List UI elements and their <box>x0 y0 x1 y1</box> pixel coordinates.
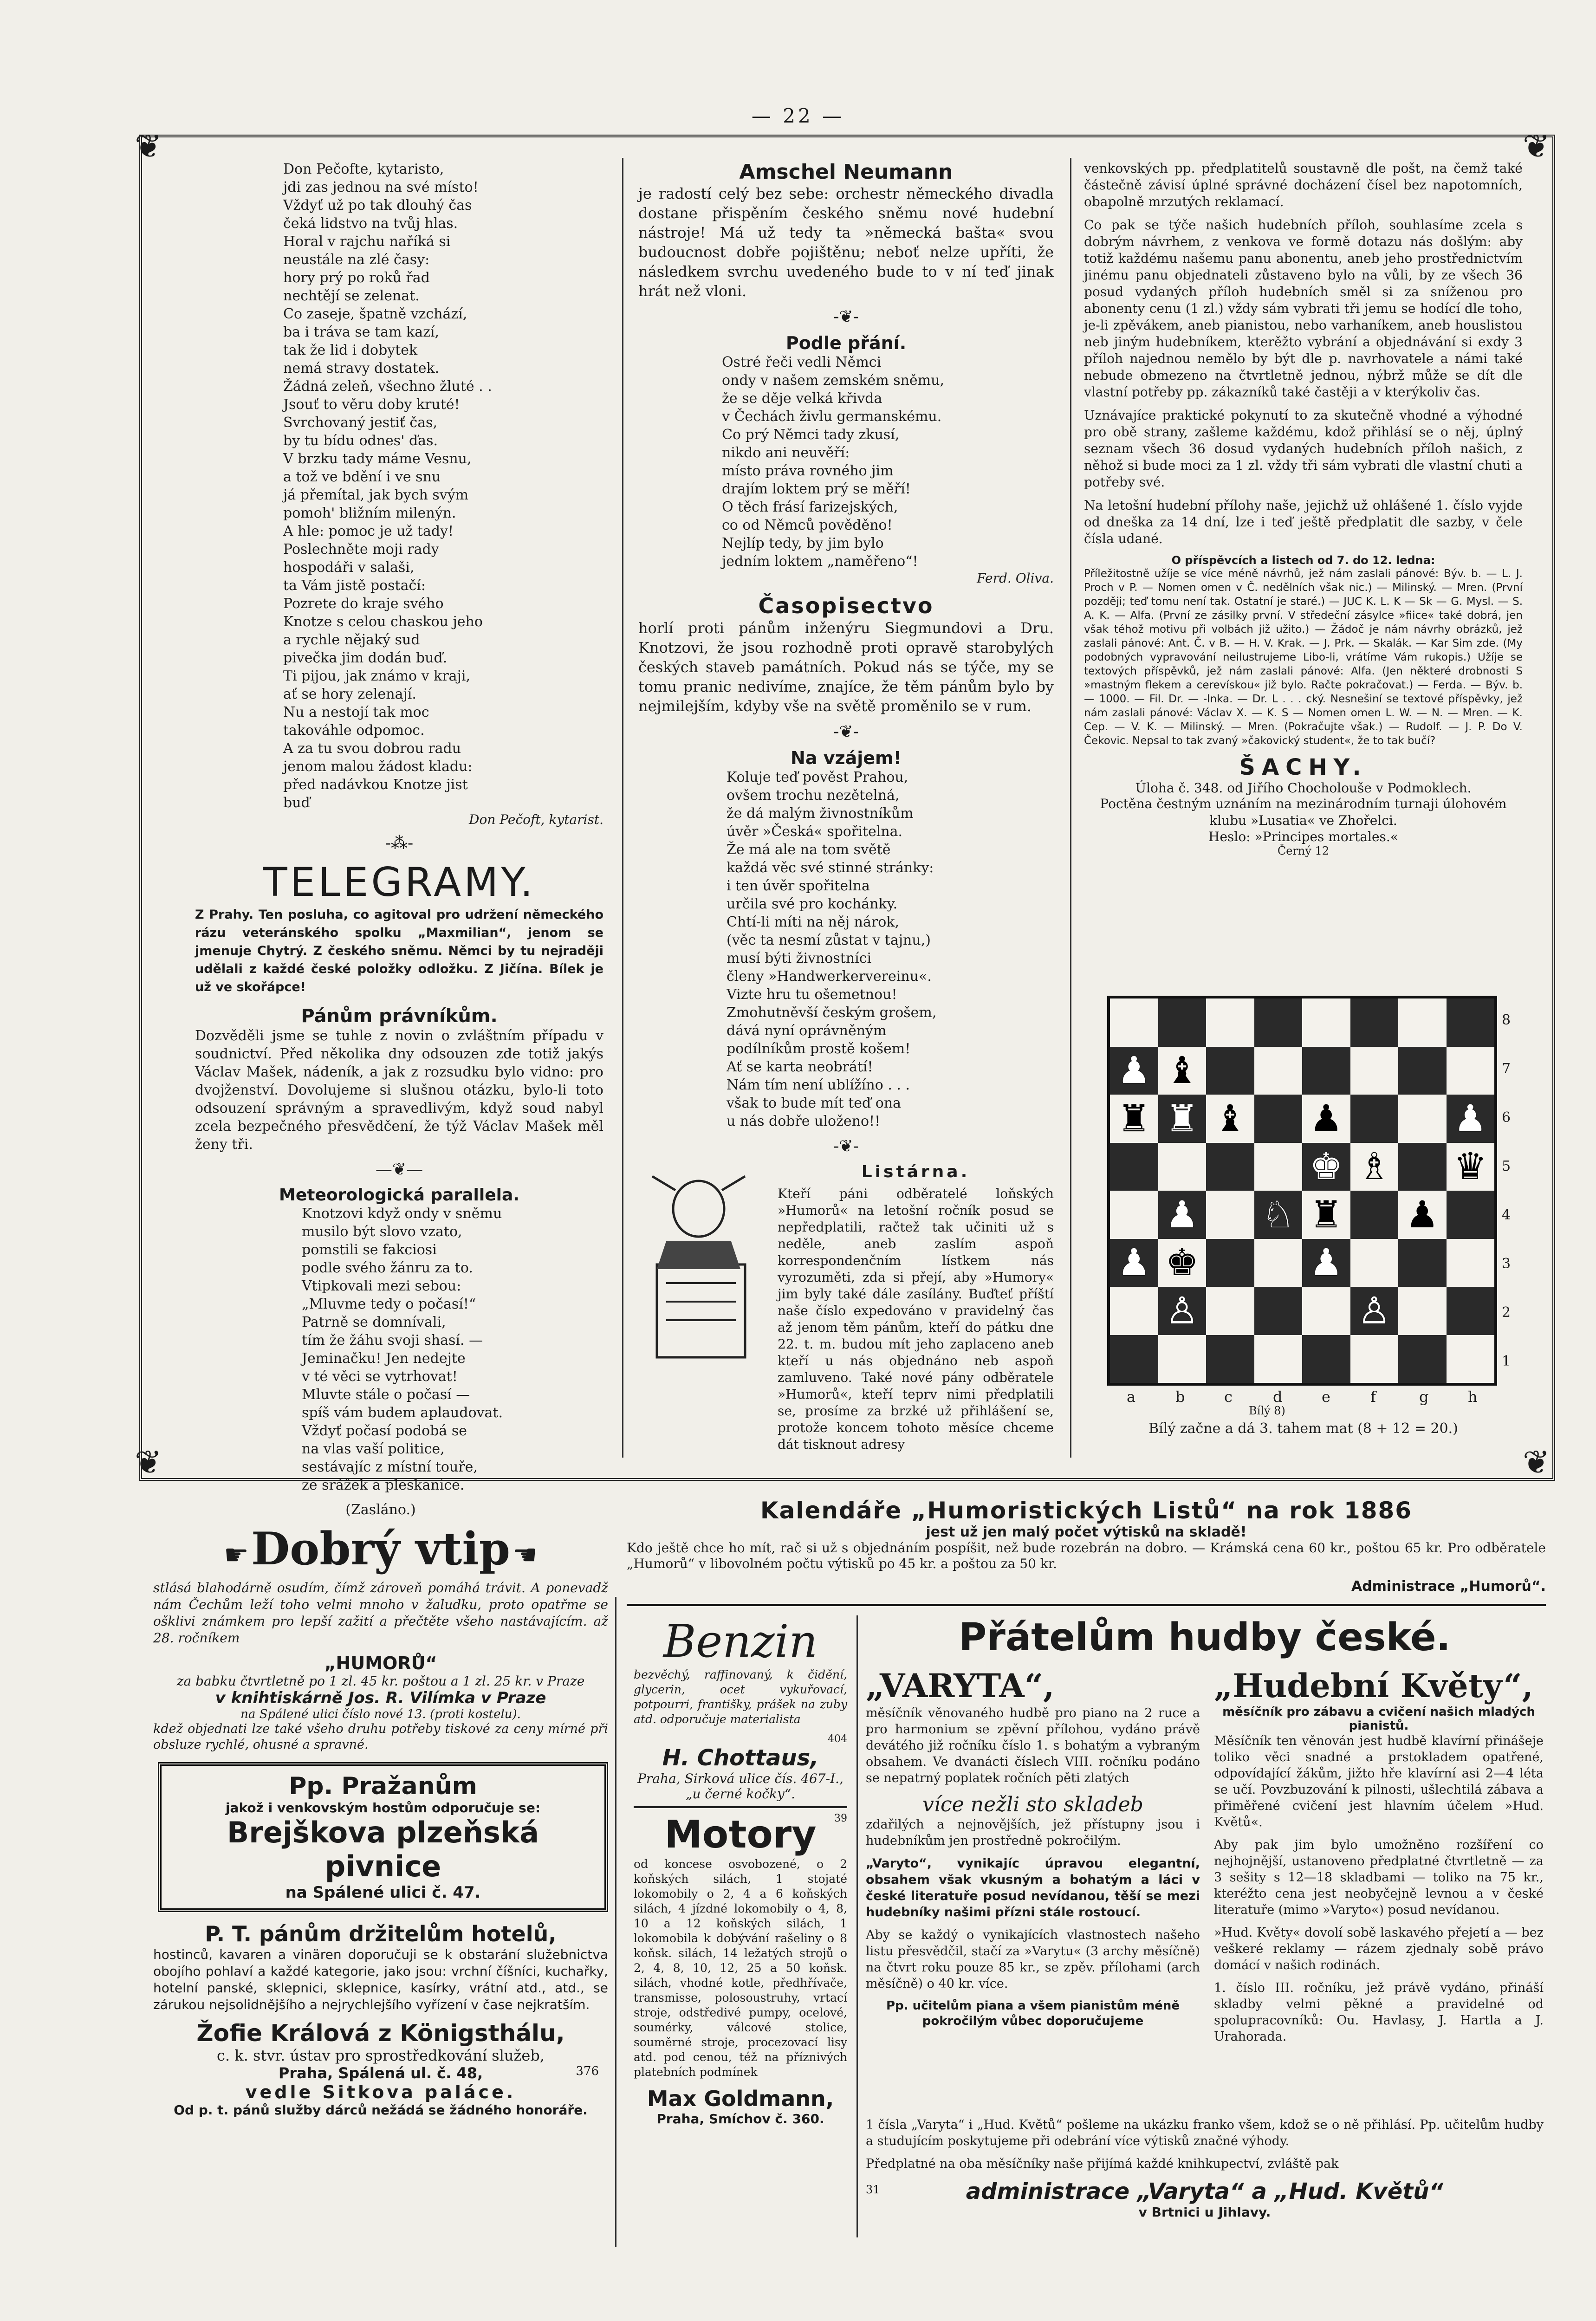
chess-square <box>1110 1335 1158 1383</box>
chess-square <box>1158 1095 1207 1143</box>
corner-ornament-icon: ❦ <box>135 1443 162 1481</box>
hotel-footer: Od p. t. pánů služby dárců nežádá se žádného honoráře. <box>174 2102 588 2118</box>
separator-ornament-icon: -⁂- <box>385 834 414 853</box>
poem-don-pecofte: Don Pečofte, kytaristo, jdi zas jednou na své místo! Vždyť už po tak dlouhý čas čeká lidstvo na tvůj hlas. Horal v rajchu naříká si neustále na zlé časy: hory prý po roků řad nechtějí se zelenat. Co zaseje, špatně vzchází, ba i tráva se tam kazí, tak že lid i dobytek nemá stravy dostatek. Žádná zeleň, všechno žluté . . Jsouť to věru doby kruté! Svrchovaný jestiť čas, by tu bídu odnes' ďas. V brzku tady máme Vesnu, a tož ve bdění i ve snu já přemítal, jak bych svým pomoh' bližním milenýn. A hle: pomoc je už tady! Poslechněte moji rady hospodáři v salaši, ta Vám jistě postačí: Pozrete do kraje svého Knotze s celou chaskou jeho a rychle nějaký sud pivečka jim dodán buď. Ti pijou, jak známo v kraji, ať se hory zelenají. Nu a nestojí tak moc takováhle odpomoc. A za tu svou dobrou radu jenom malou žádost kladu: před nadávkou Knotze jist buď <box>283 161 492 811</box>
pointing-hand-icon: ☛ <box>224 1539 249 1571</box>
chess-file-label: d <box>1273 1388 1283 1406</box>
prani-poem: Ostré řeči vedli Němci ondy v našem zemském sněmu, že se děje velká křivda v Čechách živlu germanskému. Co prý Němci tady zkusí, nikdo ani neuvěří: místo práva rovného jim drajím loktem prý se měří! O těch frásí farizejských, co od Němců pověděno! Nejlíp tedy, by jim bylo jedním loktem „naměřeno“! <box>722 354 944 570</box>
kvety-text-3: »Hud. Květy« dovolí sobě laskavého přejetí a — bez veškeré reklamy — rázem zjednaly sobě právo domácí v našich rodinách. <box>1214 1926 1544 1972</box>
chess-square <box>1350 1095 1399 1143</box>
chess-piece-icon: ♜ <box>1117 1096 1151 1140</box>
listarna-text: Kteří páni odběratelé loňských »Humorů« na letošní ročník posud se nepředplatili, račtež tak učiniti už s neděle, aneb zaslím aspoň korrespondenčním lístkem nás vyrozuměti, zda si přejí, aby »Humory« jim byly také dále zasílány. Buďteť příští naše číslo expedováno v pravidelný čas až jenom těm pánům, kteří do pátku dne 22. t. m. budou mít jeho zaplaceno aneb kteří u nás objednáno neb aspoň zamluveno. Také nové pány odběratele »Humorů«, kteří teprv nimi předplatili se, prosíme za brzké už přihlášení se, protože koncem tohoto měsíce chceme dát tisknout adresy <box>778 1186 1054 1452</box>
chess-square <box>1398 1047 1447 1095</box>
varyta-order: Předplatné na oba měsíčníky naše přijímá každé knihkupectví, zvláště pak <box>866 2157 1339 2171</box>
zaslano-label: (Zasláno.) <box>345 1502 416 1518</box>
chess-piece-icon: ♟ <box>1117 1049 1151 1092</box>
benzin-text: bezvěchý, raffinovaný, k čidění, glycerin, ocet vykuřovací, potpourri, františky, prášek na zuby atd. odporučuje materialista <box>634 1668 847 1726</box>
chess-square <box>1158 1191 1207 1239</box>
chess-square <box>1254 1287 1303 1335</box>
chess-square <box>1206 1335 1254 1383</box>
chess-square <box>1398 998 1447 1047</box>
chess-square <box>1206 1191 1254 1239</box>
hotel-number: 376 <box>576 2064 599 2078</box>
pointing-hand-icon: ☚ <box>513 1539 538 1571</box>
chess-board <box>1107 996 1497 1386</box>
hotel-text: hostinců, kavaren a vinären doporučuji se k obstarání služebnictva obojího pohlaví a každé kategorie, jako jsou: vrchní číšníci, kuchařky, hotelní panské, sklepnici, sklepnice, kasírky, vrátní atd., atd., se zárukou nejsolidnějšího a nejrychlejšího vyřízení v čase nejkratším. <box>153 1947 608 2012</box>
prani-signature: Ferd. Oliva. <box>977 571 1054 586</box>
chess-square <box>1447 1143 1495 1191</box>
chess-rank-label: 2 <box>1502 1304 1511 1321</box>
chess-file-label: c <box>1224 1388 1233 1406</box>
motory-address: Praha, Smíchov č. 360. <box>656 2111 824 2127</box>
chess-black-label: Černý 12 <box>1277 844 1330 857</box>
pivnice-line-1: Pp. Pražanům <box>289 1772 477 1800</box>
varyta-number: 31 <box>866 2183 880 2196</box>
meteo-poem: Knotzovi když ondy v sněmu musilo být slovo vzato, pomstili se fakciosi podle svého žánru za to. Vtipkovali mezi sebou: „Mluvme tedy o počasí!“ Patrně se domnívali, tím že žáhu svoji shasí. — Jeminačku! Jen nedejte v té věci se vytrhovat! Mluvte stále o počasí — spíš vám budem aplaudovat. Vždyť počasí podobá se na vlas vaší politice, sestávajíc z místní touře, ze srážek a pleskanice. <box>302 1206 503 1493</box>
chess-square <box>1302 1143 1350 1191</box>
kvety-title: „Hudební Květy“, <box>1214 1666 1533 1705</box>
separator-ornament-icon: —❦— <box>375 1160 423 1179</box>
chess-square <box>1350 998 1399 1047</box>
pravnikum-title: Pánům právníkům. <box>301 1005 498 1027</box>
benzin-title: Benzin <box>663 1615 818 1667</box>
chess-square <box>1447 1335 1495 1383</box>
right-column <box>1084 160 1523 986</box>
varyta-title: „VARYTA“, <box>866 1666 1055 1705</box>
chess-square <box>1254 1335 1303 1383</box>
chess-square <box>1350 1335 1399 1383</box>
chess-piece-icon: ♝ <box>1165 1049 1199 1092</box>
benzin-number: 404 <box>828 1733 847 1745</box>
varyta-sklad: více nežli sto skladeb <box>922 1793 1143 1816</box>
varyta-ukazka: 1 čísla „Varyta“ i „Hud. Květů“ pošleme na ukázku franko všem, kdož se o ně přihlásí. Pp. učitelům hudby a studujícím poskytujeme při odebrání více výtisků značné výhody. <box>866 2118 1544 2148</box>
kvety-subtitle: měsíčník pro zábavu a cvičení našich mladých pianistů. <box>1222 1705 1535 1733</box>
poem-signature: Don Pečoft, kytarist. <box>469 812 603 827</box>
chess-square <box>1398 1095 1447 1143</box>
varyta-text-3: Aby se každý o vynikajících vlastnostech našeho listu přesvědčil, stačí za »Varytu« (3 archy měsíčně) na čtvrt roku pouze 85 kr., se zpěv. přílohami (arch měsíčně) o 40 kr. více. <box>866 1928 1200 1991</box>
casopisectvo-title: Časopisectvo <box>758 593 934 618</box>
chess-piece-icon: ♟ <box>1117 1241 1151 1284</box>
varyta-admin: administrace „Varyta“ a „Hud. Květů“ <box>966 2178 1444 2204</box>
hotel-title: P. T. pánům držitelům hotelů, <box>205 1921 557 1946</box>
chess-file-label: f <box>1370 1388 1376 1406</box>
chess-square <box>1447 998 1495 1047</box>
chess-square <box>1158 1143 1207 1191</box>
chess-file-label: g <box>1419 1388 1429 1406</box>
contributions-text: Příležitostně užíje se více méně návrhů, jež nám zaslali pánové: Býv. b. — L. J. Proch v P. — Nomen omen v Č. nedělních však nic.) — Milinský. — Mren. (První později; teď tomu není tak. Ostatní je staré.) — JUC K. L. K — Sk — G. Mysl. — S. A. K. — Alfa. (První ze zásilky první. V středeční zásylce »fiice« také dobrá, jen však téhož motivu při volbách již užito.) — Žádoč je nám návrhy obrázků, jež zaslali pánové: Ant. Č. v B. — H. V. Krak. — J. Prk. — Skalák. — Kar Sim zde. (My podobných vypravování neilustrujeme Libo-li, vrátíme Vám rukopis.) Užíje se textových příspěvků, jež nám zaslali pánové: Alfa. (Jen některé drobnosti S »mastným flekem a cerevískou« již bylo. Račte pokračovat.) — Ferda. — Býv. b. — 1000. — Fil. Dr. — -lnka. — Dr. L . . . cký. Nesnešiní se textové příspěvky, jež nám zaslali pánové: Václav X. — K. S — Nomen omen L. W. — N. — Mren. — K. Cep. — V. K. — Milinský. — Mren. (Pokračujte však.) — Rudolf. — J. P. Do V. Čekovic. Nepsal to tak zvaný »čakovický student«, že to tak bučí? <box>1084 568 1523 747</box>
varyta-text-2: zdařilých a nejnovějších, jež přístupny jsou i hudebníkům jen prostředně pokročilým. <box>866 1817 1200 1848</box>
chess-square <box>1350 1287 1399 1335</box>
chess-piece-icon: ♚ <box>1309 1145 1343 1188</box>
vzajem-title: Na vzájem! <box>791 748 902 768</box>
motory-name: Max Goldmann, <box>647 2086 834 2111</box>
separator-ornament-icon: -❦- <box>833 307 859 326</box>
chess-square <box>1254 998 1303 1047</box>
middle-column <box>638 160 1054 1460</box>
varyta-teachers: Pp. učitelům piana a všem pianistům méně pokročilým vůbec doporučujeme <box>886 1999 1180 2028</box>
chess-piece-icon: ♟ <box>1165 1193 1199 1236</box>
chess-square <box>1110 998 1158 1047</box>
corner-ornament-icon: ❦ <box>1523 1443 1550 1481</box>
vtip-text: stlásá blahodárně osudím, čímž zároveň pomáhá trávit. A ponevadž nám Čechům leží toho velmi mnoho v žaludku, proto opatřme se ošklivi známkem pro lepší zažití a přečtěte všeho nastávajícím. až 28. ročníkem <box>153 1580 608 1646</box>
divider <box>627 1604 1546 1606</box>
chess-square <box>1254 1191 1303 1239</box>
chess-square <box>1110 1191 1158 1239</box>
corner-ornament-icon: ❦ <box>1523 127 1550 165</box>
chess-square <box>1254 1095 1303 1143</box>
chess-square <box>1302 1335 1350 1383</box>
vzajem-poem: Koluje teď pověst Prahou, ovšem trochu nezětelná, že dá malým živnostníkům úvěr »Česká« spořitelna. Že má ale na tom světě každá věc své stinné stránky: i ten úvěr spořitelna určila své pro kochánky. Chtí-li míti na něj nárok, (věc ta nesmí zůstat v tajnu,) musí býti živnostníci členy »Handwerkervereinu«. Vizte hru tu ošemetnou! Zmohutněvší českým grošem, dává nyní oprávněným podílníkům prostě košem! Ať se karta neobrátí! Nám tím není ublížíno . . . však to bude mít teď ona u nás dobře uloženo!! <box>727 769 937 1129</box>
kalendare-text: Kdo ještě chce ho mít, rač si už s objednáním pospíšit, než bude rozebrán na dobro. — Krámská cena 60 kr., poštou 65 kr. Pro odběratele „Humorů“ v libovolném počtu výtisků po 45 kr. a poštou za 50 kr. <box>627 1540 1546 1571</box>
motory-text: od koncese osvobozené, o 2 koňských silách, 1 stojaté lokomobily o 2, 4 a 6 koňských silách, 4 jízdné lokomobily o 4, 8, 10 a 12 koňských silách, 1 lokomobila k dobývání rašeliny o 8 koňsk. silách, 14 ležatých strojů o 2, 4, 8, 10, 12, 25 a 50 koňsk. silách, vhodné kotle, předhřívače, transmisse, polosoustruhy, vrtací stroje, odstředivé pumpy, ocelové, soumérky, válcové stolice, souměrné stroje, procezovací lisy atd. pod cenou, též na příznivých platebních podmínek <box>634 1857 847 2079</box>
separator-ornament-icon: -❦- <box>833 722 859 741</box>
varyta-admin-2: v Brtnici u Jihlavy. <box>1138 2204 1271 2220</box>
chess-square <box>1398 1191 1447 1239</box>
chess-rank-label: 6 <box>1502 1109 1511 1126</box>
chess-piece-icon: ♚ <box>1165 1241 1199 1284</box>
benzin-motory-column <box>634 1615 847 2247</box>
chess-piece-icon: ♙ <box>1165 1289 1199 1332</box>
chess-square <box>1110 1047 1158 1095</box>
casopisectvo-text: horlí proti pánům inženýru Siegmundovi a Dru. Knotzovi, že jsou rozhodně proti opravě starobylých českých staveb památních. Pokud nás se týče, my se tomu pranic nedivíme, znajíce, že těm pánům bylo by nejmilejším, kdyby vše na světě proměnilo se v rum. <box>638 619 1054 715</box>
chess-text: Poctěna čestným uznáním na mezinárodním turnaji úlohovém klubu »Lusatia« ve Zhořelci. <box>1100 796 1507 828</box>
hotel-near: vedle Sitkova paláce. <box>245 2082 516 2102</box>
chess-square <box>1398 1335 1447 1383</box>
chess-rank-label: 7 <box>1502 1061 1511 1077</box>
vtip-address: na Spálené ulici číslo nové 13. (proti kostelu). <box>240 1707 521 1721</box>
chess-square <box>1110 1095 1158 1143</box>
pivnice-line-3: Brejškova plzeňská pivnice <box>227 1815 539 1883</box>
chess-square <box>1110 1143 1158 1191</box>
chess-file-label: a <box>1127 1388 1136 1406</box>
hotel-office: c. k. stvr. ústav pro sprostředkování služeb, <box>217 2047 545 2064</box>
chess-piece-icon: ♟ <box>1309 1241 1343 1284</box>
pravnikum-text: Dozvěděli jsme se tuhle z novin o zvláštním případu v soudnictví. Před několika dny odsouzen zde totiž jakýs Václav Mašek, nádeník, a jak z rozsudku bylo vidno: pro dvojženství. Dovolujeme si slušnou otázku, bylo-li toto odsouzení správným a spravedlivým, když soud nabyl zcela bezpečného přesvědčení, že týž Václav Mašek měl ženy tři. <box>195 1028 603 1153</box>
kalendare-ad <box>627 1497 1546 1599</box>
varyta-text: měsíčník věnovaného hudbě pro piano na 2 ruce a pro harmonium se zpěvní přílohou, vydáno právě devátého již ročníku číslo 1. s bohatým a vybraným obsahem. Ve dvanácti číslech VIII. ročníku podáno se nepatrný poplatek ročních pěti zlatých <box>866 1706 1200 1785</box>
chess-square <box>1350 1047 1399 1095</box>
chess-square <box>1302 1095 1350 1143</box>
chess-square <box>1206 1095 1254 1143</box>
chess-square <box>1206 998 1254 1047</box>
meteo-title: Meteorologická parallela. <box>279 1186 519 1205</box>
chess-square <box>1398 1239 1447 1287</box>
pivnice-box <box>158 1762 608 1912</box>
chess-rank-label: 1 <box>1502 1353 1511 1369</box>
chess-square <box>1302 998 1350 1047</box>
chess-square <box>1206 1287 1254 1335</box>
vtip-text-3: kdež objednati lze také všeho druhu potřeby tiskové za ceny mírné při obsluze rychlé, ohusné a spravné. <box>153 1722 608 1752</box>
chess-file-label: h <box>1468 1388 1478 1406</box>
chess-square <box>1158 998 1207 1047</box>
chess-square <box>1302 1047 1350 1095</box>
chess-rank-label: 5 <box>1502 1158 1511 1174</box>
kvety-text-2: Aby pak jim bylo umožněno rozšíření co nejhojnější, ustanoveno předplatné čtvrtletně — za 3 sešity s 12—18 skladbami — toliko na 75 kr., kteréžto cena jest neobyčejně levnou a v české literatuře (mimo »Varyto«) posud nevídanou. <box>1214 1838 1544 1917</box>
pivnice-line-2: jakož i venkovským hostům odporučuje se: <box>225 1800 541 1815</box>
reading-figure-illustration-icon <box>638 1172 764 1367</box>
chess-square <box>1254 1047 1303 1095</box>
chess-white-label: Bílý 8) <box>1249 1404 1285 1417</box>
benzin-address: Praha, Sirková ulice čís. 467-I., „u černé kočky“. <box>637 1771 843 1802</box>
motory-title: Motory <box>664 1813 817 1857</box>
separator-ornament-icon: -❦- <box>833 1137 859 1156</box>
chess-square <box>1158 1239 1207 1287</box>
pivnice-line-4: na Spálené ulici č. 47. <box>285 1883 481 1902</box>
corner-ornament-icon: ❦ <box>135 127 162 165</box>
chess-square <box>1398 1287 1447 1335</box>
amschel-text: je radostí celý bez sebe: orchestr německého divadla dostane přispěním českého sněmu nové hudební nástroje! Má už tedy ta »německá bašta« svou budoucnost dobře pojištěnu; neboť nelze upříti, že následkem svrchu uvedeného bude to v ní teď jinak hrát než vloni. <box>638 185 1054 300</box>
chess-subtitle: Úloha č. 348. od Jiřího Chocholouše v Podmoklech. <box>1135 780 1472 796</box>
hotel-name: Žofie Králová z Königsthálu, <box>196 2020 565 2047</box>
chess-square <box>1350 1239 1399 1287</box>
hotel-address: Praha, Spálená ul. č. 48, <box>278 2064 483 2082</box>
benzin-name: H. Chottaus, <box>662 1745 819 1771</box>
vtip-title: Dobrý vtip <box>251 1523 510 1575</box>
kvety-text: Měsíčník ten věnován jest hudbě klavírní přinášeje toliko věci snadné a prstokladem opatřené, odpovídající žákům, jižto hře klavírní asi 2—4 léta se učí. Povzbuzování k pilnosti, ušlechtilá zábava a přiměřené cvičení jest hlavním účelem »Hud. Květů«. <box>1214 1734 1544 1829</box>
chess-title: ŠACHY. <box>1239 754 1368 780</box>
chess-square <box>1158 1335 1207 1383</box>
chess-square <box>1350 1143 1399 1191</box>
varyta-bold: „Varyto“, vynikajíc úpravou elegantní, obsahem však vkusným a bohatým a láci v české literatuře posud nevídanou, těší se mezi hudebníky našimi přízni stále rostoucí. <box>866 1856 1200 1919</box>
telegramy-title: TELEGRAMY. <box>263 859 536 906</box>
chess-piece-icon: ♟ <box>1309 1096 1343 1140</box>
chess-file-label: e <box>1322 1388 1330 1406</box>
chess-square <box>1206 1047 1254 1095</box>
chess-piece-icon: ♝ <box>1213 1096 1247 1140</box>
chess-piece-icon: ♜ <box>1309 1193 1343 1236</box>
hudba-ad <box>866 1615 1544 2247</box>
amschel-title: Amschel Neumann <box>739 160 953 184</box>
chess-rank-label: 8 <box>1502 1012 1511 1028</box>
chess-square <box>1302 1287 1350 1335</box>
chess-square <box>1447 1239 1495 1287</box>
left-column <box>195 160 603 1493</box>
chess-square <box>1158 1287 1207 1335</box>
chess-rank-label: 4 <box>1502 1207 1511 1223</box>
chess-square <box>1350 1191 1399 1239</box>
chess-motto: Heslo: »Principes mortales.« <box>1208 829 1398 844</box>
right-text-1: venkovských pp. předplatitelů soustavně dle pošt, na čemž také částečně závisí úplné správné docházení čísel bez napotomních, obapolně mrzutých reklamací. <box>1084 161 1523 209</box>
prani-title: Podle přání. <box>785 333 907 353</box>
right-text-3: Uznávajíce praktické pokynutí to za skutečně vhodné a výhodné pro obě strany, zašleme každému, kdož přihlásí se o něj, úplný seznam všech 36 dosud vydaných hudebních příloh našich, z něhož si bude moci za 1 zl. vždy tři sám vybrati dle vlastní chuti a potřeby své. <box>1084 408 1523 490</box>
chess-square <box>1158 1047 1207 1095</box>
chess-square <box>1447 1191 1495 1239</box>
kalendare-admin: Administrace „Humorů“. <box>1351 1578 1546 1595</box>
chess-square <box>1206 1239 1254 1287</box>
page-number: — 22 — <box>751 104 845 127</box>
hudba-title: Přátelům hudby české. <box>959 1615 1451 1660</box>
chess-piece-icon: ♟ <box>1405 1193 1439 1236</box>
chess-rank-label: 3 <box>1502 1256 1511 1272</box>
kalendare-subtitle: jest už jen malý počet výtisků na skladě! <box>926 1524 1247 1540</box>
motory-number: 39 <box>834 1813 847 1824</box>
chess-task: Bílý začne a dá 3. tahem mat (8 + 12 = 20.) <box>1148 1420 1458 1437</box>
chess-file-label: b <box>1175 1388 1185 1406</box>
right-text-4: Na letošní hudební přílohy naše, jejichž už ohlášené 1. číslo vyjde od dneška za 14 dní, lze i teď ještě předplatit dle sazby, v čele čísla udané. <box>1084 498 1523 546</box>
vtip-humoru: „HUMORŮ“ <box>324 1653 437 1673</box>
column-rule <box>622 158 623 1458</box>
chess-square <box>1302 1191 1350 1239</box>
column-rule <box>615 1597 616 2247</box>
vtip-text-2: za babku čtvrtletně po 1 zl. 45 kr. poštou a 1 zl. 25 kr. v Praze <box>176 1673 585 1689</box>
chess-piece-icon: ♛ <box>1453 1145 1487 1188</box>
chess-square <box>1254 1143 1303 1191</box>
contributions-title: O příspěvcích a listech od 7. do 12. ledna: <box>1171 554 1435 567</box>
chess-square <box>1447 1047 1495 1095</box>
chess-piece-icon: ♙ <box>1357 1289 1391 1332</box>
chess-piece-icon: ♜ <box>1165 1096 1199 1140</box>
chess-piece-icon: ♘ <box>1261 1193 1295 1236</box>
vtip-shop: v knihtiskárně Jos. R. Vilímka v Praze <box>215 1689 546 1707</box>
chess-square <box>1302 1239 1350 1287</box>
chess-square <box>1206 1143 1254 1191</box>
chess-square <box>1447 1287 1495 1335</box>
chess-square <box>1254 1239 1303 1287</box>
kvety-text-4: 1. číslo III. ročníku, jež právě vydáno, přináší skladby velmi pěkné a pravidelné od spolupracovníků: Ou. Havlasy, J. Hartla a J. Urahorada. <box>1214 1981 1544 2044</box>
telegramy-text: Z Prahy. Ten posluha, co agitoval pro udržení německého rázu veteránského spolku „Maxmilian“, jenom se jmenuje Chytrý. Z českého sněmu. Němci by tu nejraději udělali z každé české položky odložku. Z Jičína. Bílek je už ve skořápce! <box>195 908 603 994</box>
chess-square <box>1447 1095 1495 1143</box>
chess-piece-icon: ♗ <box>1357 1145 1391 1188</box>
right-text-2: Co pak se týče našich hudebních příloh, souhlasíme zcela s dobrým návrhem, z venkova ve formě dotazu nás došlým: aby totiž každému našemu panu abonentu, aneb jeho prostřednictvím jinému panu objednateli zůstaveno bylo na vůli, by ze všech 36 posud vydaných příloh hudebních směl si za sníženou pro abonenty cenu (1 zl.) vždy sám vybrati tři jemu se hodící dle toho, je-li zpěvákem, aneb pianistou, nebo varhaníkem, aneb houslistou neb jiným hudebníkem, kterěžto vybrání a objednávání si exdy 3 příloh najednou nemělo by být dle p. navrhovatele a námi také nebude obmezeno na čtvrtletně jednou, nýbrž může se dít dle vlastní potřeby pp. zákazníků také častěji a v kterýkoliv čas. <box>1084 217 1523 400</box>
left-ads-column <box>153 1502 608 2244</box>
chess-piece-icon: ♟ <box>1453 1096 1487 1140</box>
chess-square <box>1110 1239 1158 1287</box>
chess-square <box>1398 1143 1447 1191</box>
column-rule <box>1070 158 1071 1458</box>
kalendare-title: Kalendáře „Humoristických Listů“ na rok 1886 <box>760 1497 1413 1524</box>
listarna-title: Listárna. <box>861 1162 970 1181</box>
column-rule <box>856 1615 858 2237</box>
chess-square <box>1110 1287 1158 1335</box>
